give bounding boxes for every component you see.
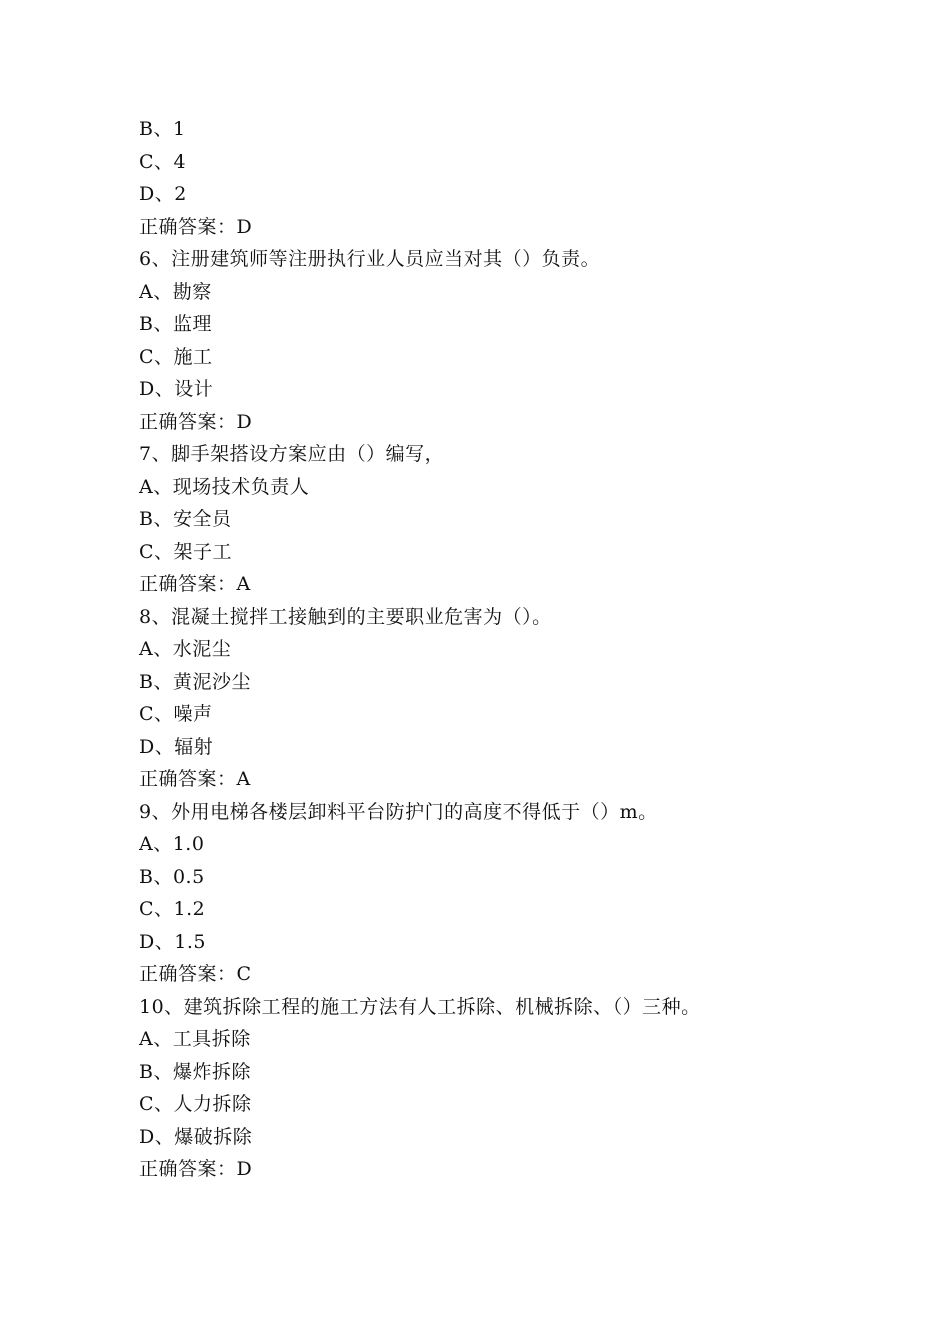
option-b: B、爆炸拆除 — [139, 1060, 251, 1083]
option-a: A、勘察 — [139, 280, 212, 303]
correct-answer: 正确答案：A — [139, 573, 251, 595]
question-10: 10、建筑拆除工程的施工方法有人工拆除、机械拆除、（）三种。 — [139, 995, 701, 1018]
option-d: D、设计 — [139, 378, 214, 400]
option-a: A、水泥尘 — [139, 638, 232, 660]
correct-answer: 正确答案：A — [139, 768, 251, 790]
option-c: C、4 — [139, 150, 187, 173]
question-9: 9、外用电梯各楼层卸料平台防护门的高度不得低于（）m。 — [139, 800, 658, 823]
option-a: A、现场技术负责人 — [139, 475, 310, 498]
document-page — [139, 113, 899, 1186]
option-d: D、爆破拆除 — [139, 1125, 253, 1148]
option-b: B、黄泥沙尘 — [139, 670, 251, 693]
option-b: B、安全员 — [139, 508, 232, 530]
correct-answer: 正确答案：C — [139, 963, 252, 985]
option-a: A、1.0 — [139, 833, 205, 855]
option-b: B、1 — [139, 118, 186, 140]
option-c: C、噪声 — [139, 703, 213, 725]
correct-answer: 正确答案：D — [139, 1158, 253, 1180]
correct-answer: 正确答案：D — [139, 215, 253, 238]
option-d: D、2 — [139, 183, 187, 205]
option-a: A、工具拆除 — [139, 1028, 251, 1050]
question-7: 7、脚手架搭设方案应由（）编写， — [139, 443, 445, 465]
option-d: D、辐射 — [139, 735, 214, 758]
correct-answer: 正确答案：D — [139, 410, 253, 433]
option-c: C、1.2 — [139, 898, 206, 920]
option-c: C、人力拆除 — [139, 1093, 252, 1115]
option-d: D、1.5 — [139, 930, 206, 953]
option-c: C、架子工 — [139, 540, 233, 563]
question-8: 8、混凝土搅拌工接触到的主要职业危害为（）。 — [139, 605, 552, 628]
option-b: B、0.5 — [139, 865, 205, 888]
question-6: 6、注册建筑师等注册执行业人员应当对其（）负责。 — [139, 248, 601, 270]
option-b: B、监理 — [139, 313, 212, 335]
option-c: C、施工 — [139, 345, 213, 368]
